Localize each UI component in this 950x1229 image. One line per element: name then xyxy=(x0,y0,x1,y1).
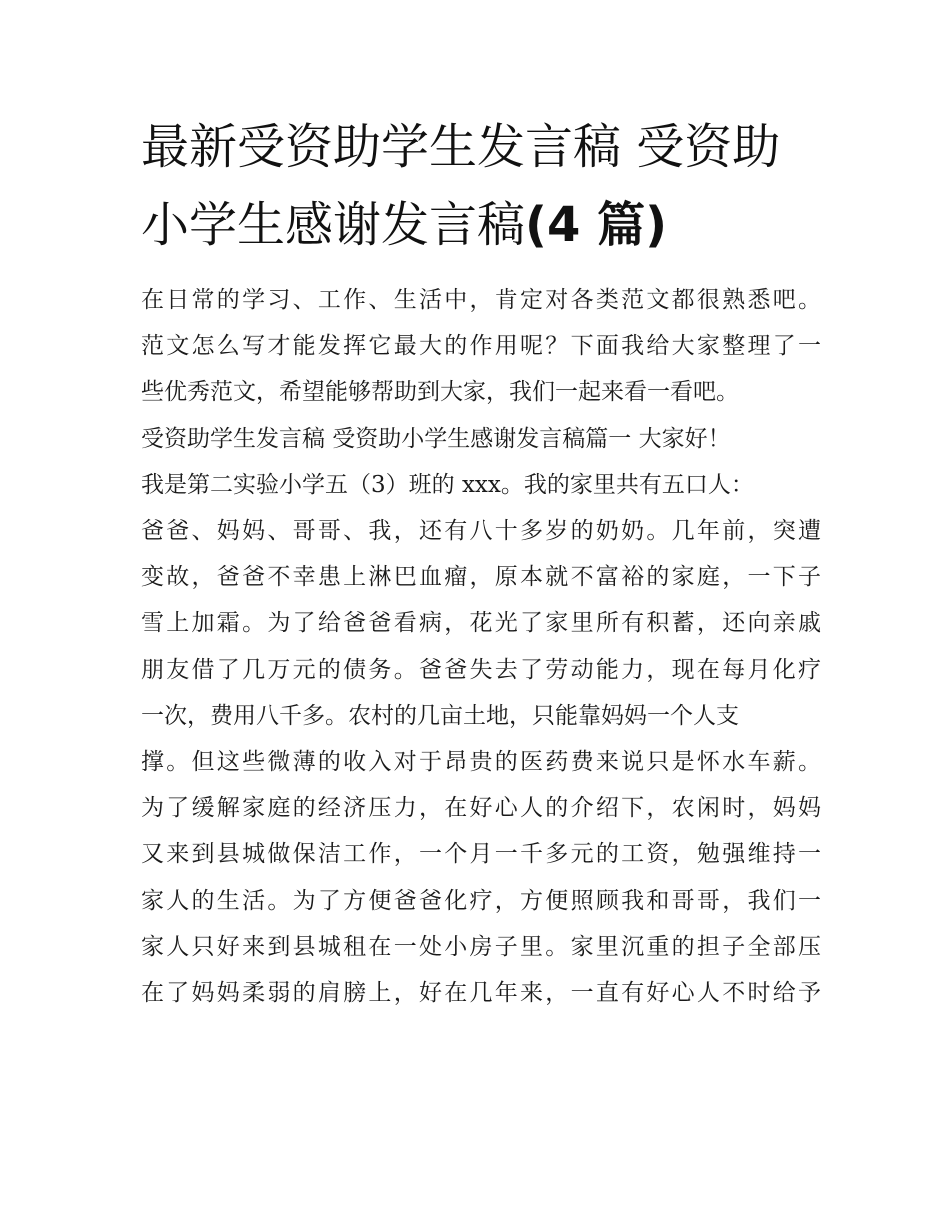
body-line: 为了缓解家庭的经济压力，在好心人的介绍下，农闲时，妈妈 xyxy=(141,795,821,821)
body-line: 些优秀范文，希望能够帮助到大家，我们一起来看一看吧。 xyxy=(141,379,739,405)
body-line: 朋友借了几万元的债务。爸爸失去了劳动能力，现在每月化疗 xyxy=(141,657,821,683)
body-line: 变故，爸爸不幸患上淋巴血瘤，原本就不富裕的家庭，一下子 xyxy=(141,564,821,590)
document-title-line-1: 最新受资助学生发言稿 受资助 xyxy=(141,119,781,175)
body-line: 撑。但这些微薄的收入对于昂贵的医药费来说只是怀水车薪。 xyxy=(141,749,821,775)
body-line: 在了妈妈柔弱的肩膀上，好在几年来，一直有好心人不时给予 xyxy=(141,980,821,1006)
body-line: 又来到县城做保洁工作，一个月一千多元的工资，勉强维持一 xyxy=(141,841,821,867)
body-line: 家人的生活。为了方便爸爸化疗，方便照顾我和哥哥，我们一 xyxy=(141,888,821,914)
document-title-line-2: 小学生感谢发言稿(4 篇) xyxy=(141,197,668,253)
body-line: 我是第二实验小学五（3）班的 xxx。我的家里共有五口人： xyxy=(141,472,754,498)
body-line: 家人只好来到县城租在一处小房子里。家里沉重的担子全部压 xyxy=(141,934,821,960)
body-line: 一次，费用八千多。农村的几亩土地，只能靠妈妈一个人支 xyxy=(141,703,739,729)
body-line: 范文怎么写才能发挥它最大的作用呢？下面我给大家整理了一 xyxy=(141,333,821,359)
body-line: 受资助学生发言稿 受资助小学生感谢发言稿篇一 大家好！ xyxy=(141,426,731,452)
body-line: 雪上加霜。为了给爸爸看病，花光了家里所有积蓄，还向亲戚 xyxy=(141,610,821,636)
body-line: 爸爸、妈妈、哥哥、我，还有八十多岁的奶奶。几年前，突遭 xyxy=(141,518,821,544)
body-line: 在日常的学习、工作、生活中，肯定对各类范文都很熟悉吧。 xyxy=(141,287,821,313)
